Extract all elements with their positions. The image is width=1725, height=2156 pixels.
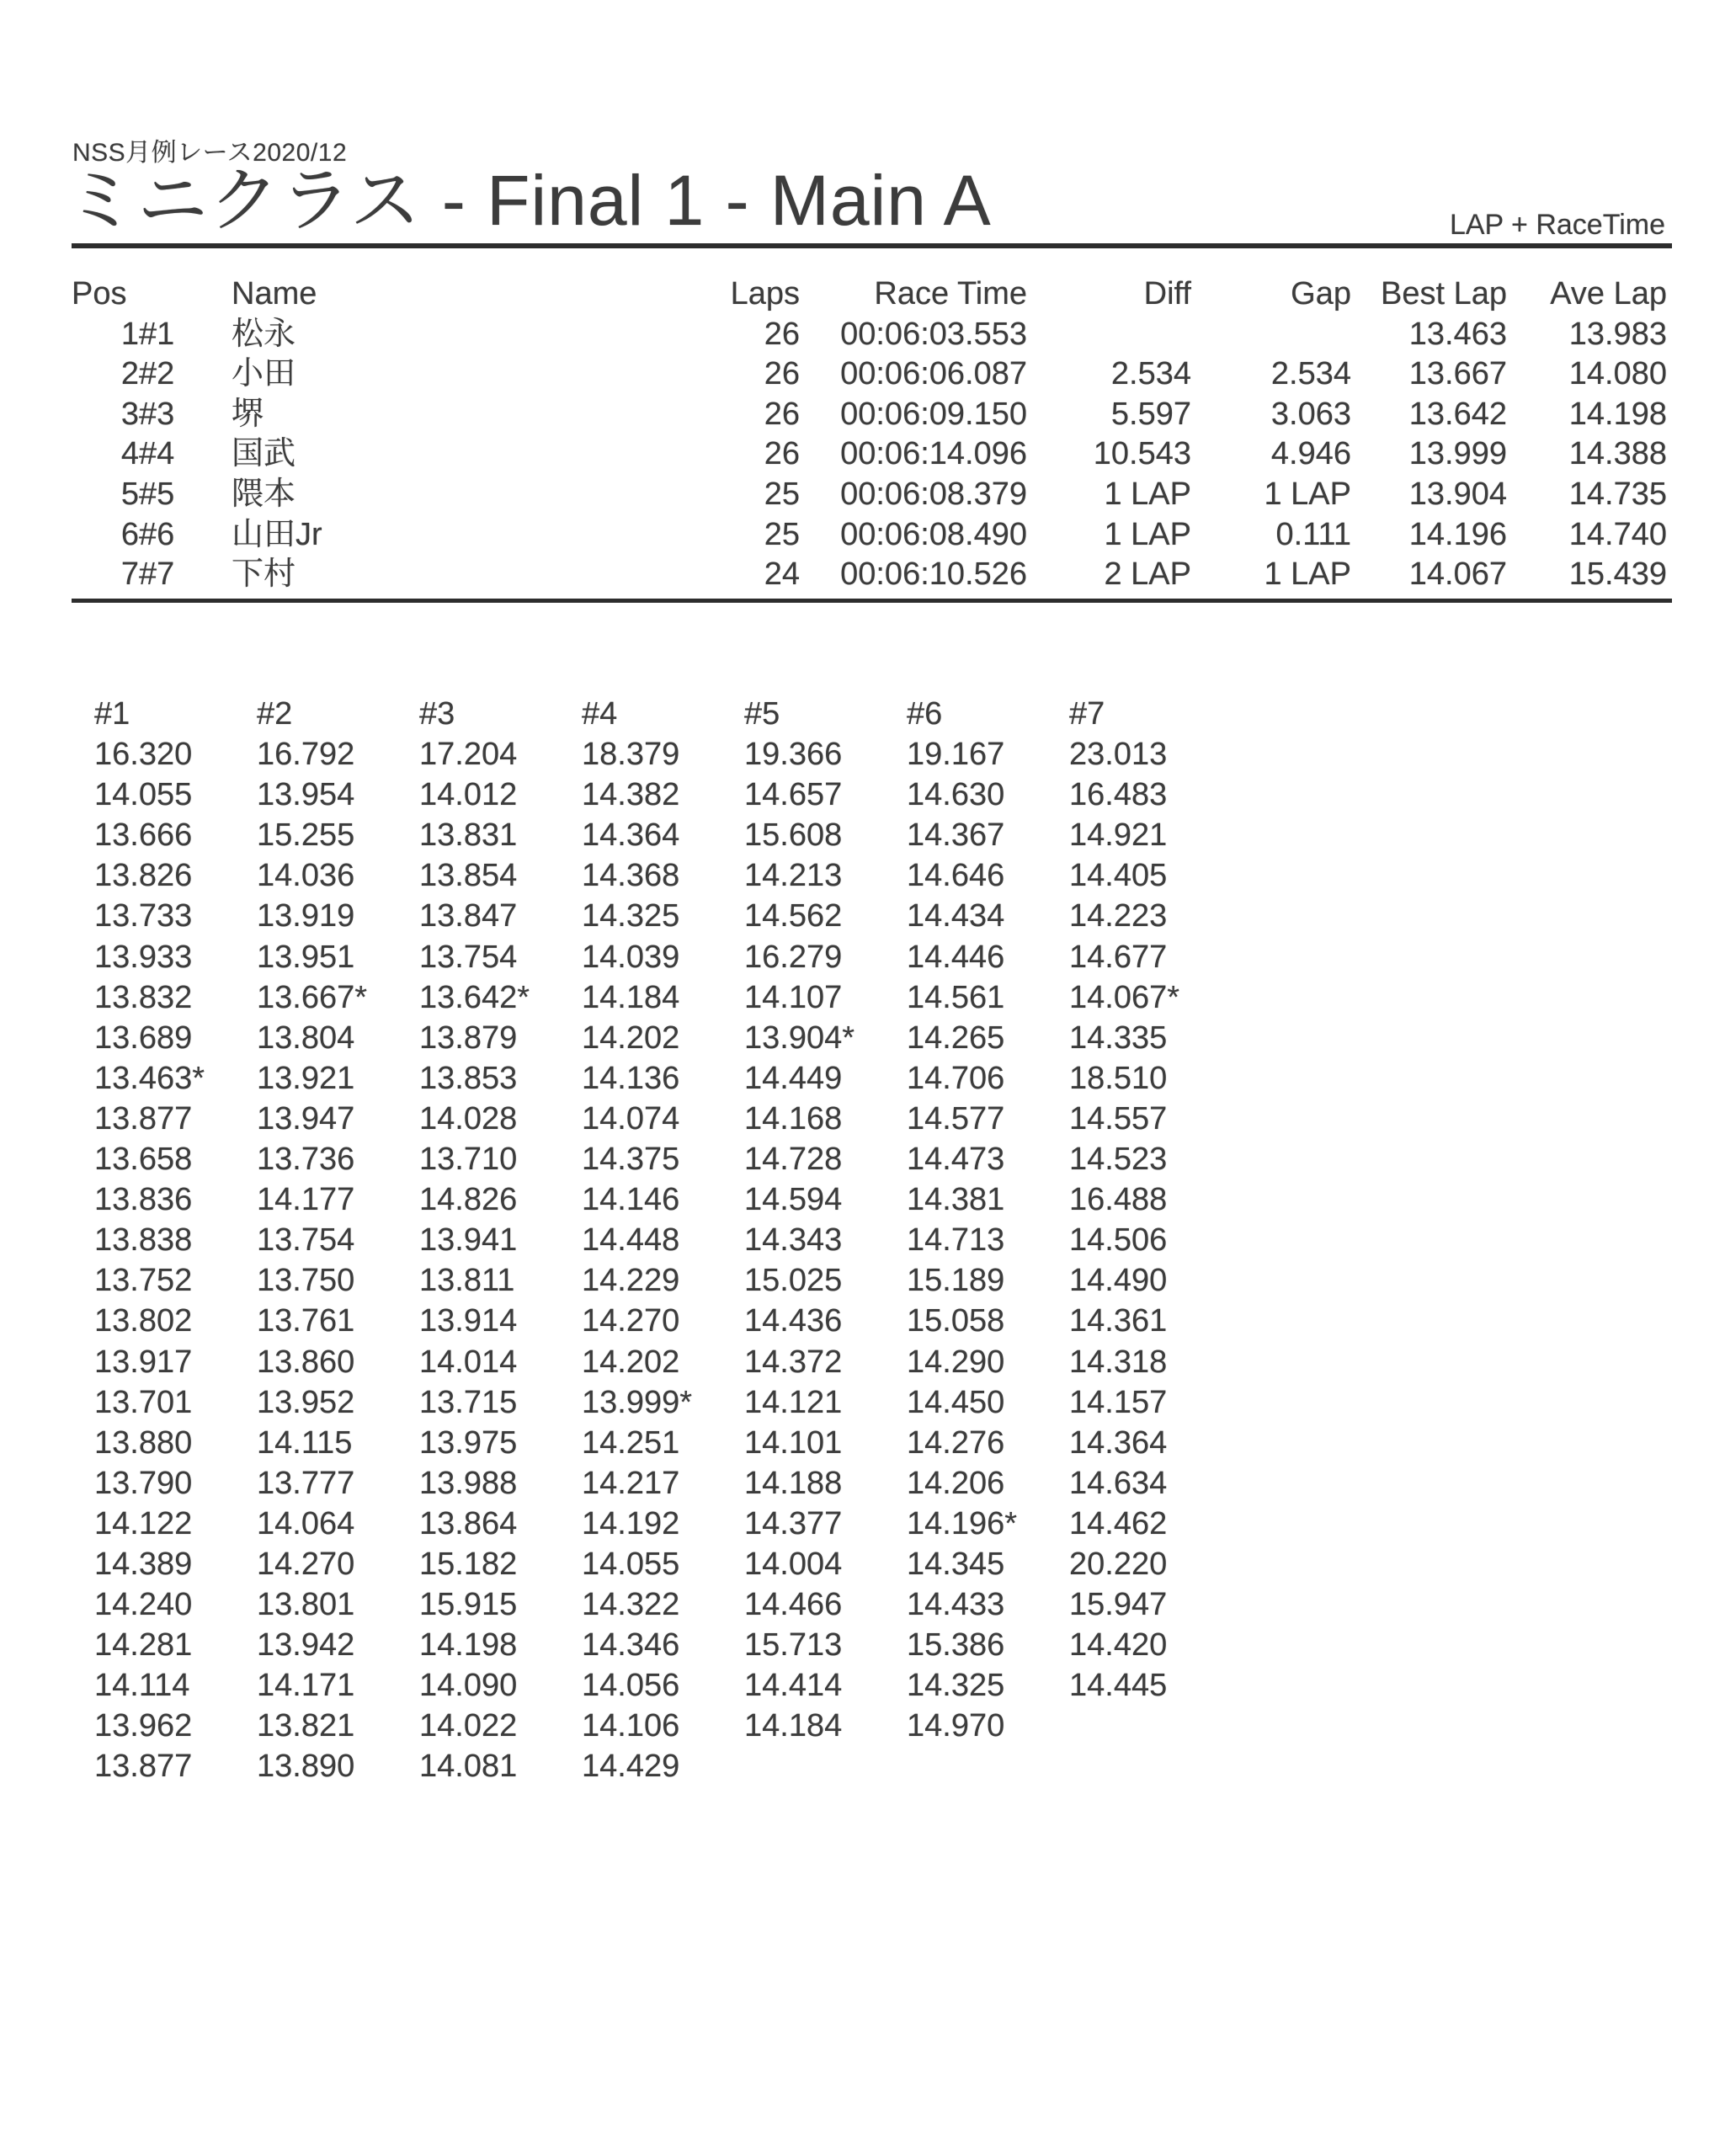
lap-time-cell: 14.202 <box>582 1019 680 1056</box>
lap-time-cell: 14.445 <box>1069 1668 1168 1704</box>
result-cell-pos: 6 <box>120 516 139 552</box>
lap-time-cell: 20.220 <box>1069 1546 1168 1582</box>
lap-column-header: #7 <box>1069 696 1105 732</box>
result-cell-laps: 25 <box>764 476 800 512</box>
lap-time-cell: 16.483 <box>1069 777 1168 813</box>
lap-time-cell: 13.736 <box>257 1142 355 1178</box>
lap-time-cell: 14.466 <box>744 1587 843 1623</box>
lap-time-cell: 14.449 <box>744 1060 843 1096</box>
lap-time-cell: 16.792 <box>257 737 355 773</box>
lap-time-cell: 13.689 <box>94 1019 193 1056</box>
result-cell-ave_lap: 14.388 <box>1568 436 1667 472</box>
lap-time-cell: 14.325 <box>582 898 680 934</box>
result-cell-car: #5 <box>139 476 175 512</box>
result-cell-ave_lap: 13.983 <box>1568 316 1667 352</box>
lap-time-cell: 14.012 <box>419 777 518 813</box>
lap-time-cell: 14.364 <box>1069 1424 1168 1461</box>
lap-column-header: #2 <box>257 696 293 732</box>
result-cell-laps: 26 <box>764 316 800 352</box>
lap-time-cell: 14.372 <box>744 1344 843 1380</box>
lap-time-cell: 15.025 <box>744 1263 843 1299</box>
result-cell-car: #4 <box>139 436 175 472</box>
lap-time-cell: 13.942 <box>257 1627 355 1664</box>
lap-time-cell: 14.446 <box>907 939 1005 975</box>
lap-time-cell: 23.013 <box>1069 737 1168 773</box>
lap-time-cell: 14.240 <box>94 1587 193 1623</box>
lap-time-cell: 13.988 <box>419 1465 518 1501</box>
lap-time-cell: 14.364 <box>582 817 680 854</box>
lap-time-cell: 14.630 <box>907 777 1005 813</box>
column-header-bestlap: Best Lap <box>1381 276 1507 311</box>
lap-time-cell: 13.750 <box>257 1263 355 1299</box>
lap-time-cell: 14.270 <box>582 1303 680 1339</box>
lap-time-cell: 14.114 <box>94 1668 190 1704</box>
lap-time-cell: 14.251 <box>582 1424 680 1461</box>
timing-mode-label: LAP + RaceTime <box>1449 209 1665 241</box>
lap-column-header: #3 <box>419 696 455 732</box>
lap-time-cell: 14.146 <box>582 1182 680 1218</box>
lap-time-cell: 14.184 <box>744 1708 843 1744</box>
lap-time-cell: 13.917 <box>94 1344 193 1380</box>
lap-time-cell: 14.377 <box>744 1505 843 1541</box>
result-cell-name: 堺 <box>232 396 264 432</box>
result-cell-ave_lap: 15.439 <box>1568 556 1667 593</box>
lap-time-cell: 14.335 <box>1069 1019 1168 1056</box>
result-cell-name: 国武 <box>232 436 296 472</box>
lap-time-cell: 14.436 <box>744 1303 843 1339</box>
lap-time-cell: 14.325 <box>907 1668 1005 1704</box>
lap-time-cell: 14.106 <box>582 1708 680 1744</box>
lap-time-cell: 13.877 <box>94 1100 193 1137</box>
lap-time-cell: 13.826 <box>94 858 193 894</box>
result-cell-pos: 1 <box>120 316 139 352</box>
result-cell-diff: 2.534 <box>1110 356 1191 392</box>
lap-time-cell: 14.067* <box>1069 979 1180 1015</box>
lap-time-cell: 13.715 <box>419 1384 518 1420</box>
lap-time-cell: 14.322 <box>582 1587 680 1623</box>
lap-time-cell: 13.733 <box>94 898 193 934</box>
results-header-row <box>72 274 1667 315</box>
result-row <box>72 354 1667 395</box>
results-table <box>72 274 1667 595</box>
result-cell-gap: 0.111 <box>1275 516 1351 552</box>
result-cell-diff: 1 LAP <box>1104 516 1191 552</box>
lap-time-cell: 13.999* <box>582 1384 693 1420</box>
result-cell-name: 小田 <box>232 356 296 392</box>
result-row <box>72 555 1667 595</box>
lap-time-cell: 13.853 <box>419 1060 518 1096</box>
result-cell-gap: 4.946 <box>1270 436 1351 472</box>
lap-time-cell: 13.463* <box>94 1060 205 1096</box>
lap-time-cell: 14.429 <box>582 1749 680 1785</box>
result-cell-gap: 2.534 <box>1270 356 1351 392</box>
lap-time-cell: 14.561 <box>907 979 1005 1015</box>
lap-time-cell: 14.462 <box>1069 1505 1168 1541</box>
lap-time-cell: 14.433 <box>907 1587 1005 1623</box>
lap-time-cell: 14.122 <box>94 1505 193 1541</box>
lap-time-cell: 14.171 <box>257 1668 355 1704</box>
lap-time-cell: 13.658 <box>94 1142 193 1178</box>
result-cell-diff: 2 LAP <box>1104 556 1191 593</box>
lap-time-cell: 14.706 <box>907 1060 1005 1096</box>
lap-time-cell: 14.184 <box>582 979 680 1015</box>
result-cell-ave_lap: 14.198 <box>1568 396 1667 432</box>
lap-time-cell: 14.270 <box>257 1546 355 1582</box>
result-cell-race_time: 00:06:03.553 <box>840 316 1027 352</box>
result-cell-diff: 5.597 <box>1110 396 1191 432</box>
lap-time-cell: 14.368 <box>582 858 680 894</box>
lap-time-cell: 14.473 <box>907 1142 1005 1178</box>
lap-time-cell: 14.229 <box>582 1263 680 1299</box>
lap-time-cell: 13.919 <box>257 898 355 934</box>
lap-time-cell: 14.646 <box>907 858 1005 894</box>
result-cell-race_time: 00:06:08.379 <box>840 476 1027 512</box>
page-title: ミニクラス - Final 1 - Main A <box>66 161 992 240</box>
result-cell-laps: 25 <box>764 516 800 552</box>
result-cell-diff: 10.543 <box>1093 436 1191 472</box>
lap-time-cell: 14.405 <box>1069 858 1168 894</box>
lap-time-cell: 13.864 <box>419 1505 518 1541</box>
lap-time-cell: 18.379 <box>582 737 680 773</box>
lap-time-cell: 14.004 <box>744 1546 843 1582</box>
lap-time-cell: 16.279 <box>744 939 843 975</box>
column-header-pos: Pos <box>72 276 127 311</box>
lap-column-header: #5 <box>744 696 780 732</box>
lap-time-cell: 14.107 <box>744 979 843 1015</box>
column-header-racetime: Race Time <box>874 276 1027 311</box>
lap-time-cell: 13.838 <box>94 1222 193 1259</box>
lap-time-cell: 13.831 <box>419 817 518 854</box>
lap-time-cell: 13.879 <box>419 1019 518 1056</box>
lap-time-cell: 13.804 <box>257 1019 355 1056</box>
lap-time-cell: 14.206 <box>907 1465 1005 1501</box>
lap-time-cell: 14.157 <box>1069 1384 1168 1420</box>
lap-time-cell: 14.490 <box>1069 1263 1168 1299</box>
lap-time-cell: 14.713 <box>907 1222 1005 1259</box>
lap-time-cell: 14.081 <box>419 1749 518 1785</box>
lap-time-cell: 13.832 <box>94 979 193 1015</box>
lap-time-cell: 14.121 <box>744 1384 843 1420</box>
result-row <box>72 434 1667 475</box>
result-cell-gap: 1 LAP <box>1264 556 1351 593</box>
lap-time-cell <box>1069 1706 1232 1746</box>
lap-time-cell: 14.055 <box>582 1546 680 1582</box>
result-cell-car: #3 <box>139 396 175 432</box>
lap-time-cell: 13.880 <box>94 1424 193 1461</box>
lap-time-cell: 14.196* <box>907 1505 1018 1541</box>
lap-times-table <box>94 694 1232 1787</box>
lap-time-cell: 15.608 <box>744 817 843 854</box>
header-divider <box>72 243 1672 248</box>
result-cell-pos: 5 <box>120 476 139 512</box>
lap-time-cell: 14.290 <box>907 1344 1005 1380</box>
result-row <box>72 475 1667 515</box>
lap-time-cell: 14.361 <box>1069 1303 1168 1339</box>
lap-time-cell: 15.947 <box>1069 1587 1168 1623</box>
lap-time-cell: 13.904* <box>744 1019 855 1056</box>
result-cell-laps: 24 <box>764 556 800 593</box>
column-header-gap: Gap <box>1291 276 1351 311</box>
lap-time-cell: 16.320 <box>94 737 193 773</box>
result-row <box>72 315 1667 355</box>
lap-time-cell: 14.577 <box>907 1100 1005 1137</box>
lap-time-cell: 13.947 <box>257 1100 355 1137</box>
lap-time-cell: 14.414 <box>744 1668 843 1704</box>
lap-time-cell: 13.836 <box>94 1182 193 1218</box>
result-cell-best_lap: 13.667 <box>1408 356 1507 392</box>
lap-time-cell: 13.941 <box>419 1222 518 1259</box>
result-cell-laps: 26 <box>764 436 800 472</box>
result-cell-ave_lap: 14.080 <box>1568 356 1667 392</box>
lap-time-cell: 13.642* <box>419 979 530 1015</box>
column-header-car <box>139 274 232 315</box>
lap-time-cell: 14.367 <box>907 817 1005 854</box>
lap-time-cell: 19.167 <box>907 737 1005 773</box>
lap-time-cell: 14.970 <box>907 1708 1005 1744</box>
lap-time-cell: 13.860 <box>257 1344 355 1380</box>
lap-time-cell: 13.801 <box>257 1587 355 1623</box>
column-header-diff: Diff <box>1143 276 1191 311</box>
lap-time-cell: 15.915 <box>419 1587 518 1623</box>
lap-time-cell: 13.667* <box>257 979 368 1015</box>
results-divider <box>72 599 1672 603</box>
result-cell-race_time: 00:06:09.150 <box>840 396 1027 432</box>
lap-time-cell: 13.701 <box>94 1384 193 1420</box>
lap-time-cell: 14.055 <box>94 777 193 813</box>
lap-time-cell: 19.366 <box>744 737 843 773</box>
result-cell-gap <box>1191 315 1351 355</box>
results-table-body <box>72 315 1667 595</box>
lap-time-cell: 14.192 <box>582 1505 680 1541</box>
lap-column-header: #4 <box>582 696 618 732</box>
lap-time-cell: 13.847 <box>419 898 518 934</box>
result-cell-laps: 26 <box>764 356 800 392</box>
lap-time-cell: 14.634 <box>1069 1465 1168 1501</box>
lap-time-cell: 13.914 <box>419 1303 518 1339</box>
lap-time-cell: 13.933 <box>94 939 193 975</box>
lap-time-cell: 14.090 <box>419 1668 518 1704</box>
lap-time-cell: 14.198 <box>419 1627 518 1664</box>
result-cell-name: 山田Jr <box>232 516 322 552</box>
lap-time-cell: 14.434 <box>907 898 1005 934</box>
lap-time-cell: 14.420 <box>1069 1627 1168 1664</box>
lap-time-cell: 14.594 <box>744 1182 843 1218</box>
lap-time-cell: 15.182 <box>419 1546 518 1582</box>
column-header-laps: Laps <box>730 276 800 311</box>
lap-time-cell: 14.188 <box>744 1465 843 1501</box>
result-cell-diff <box>1027 315 1191 355</box>
lap-time-cell: 13.952 <box>257 1384 355 1420</box>
lap-time-cell: 14.202 <box>582 1344 680 1380</box>
lap-time-cell: 14.115 <box>257 1424 353 1461</box>
lap-time-cell: 14.064 <box>257 1505 355 1541</box>
result-cell-car: #6 <box>139 516 175 552</box>
lap-time-cell: 14.382 <box>582 777 680 813</box>
lap-time-cell: 15.058 <box>907 1303 1005 1339</box>
lap-time-cell: 14.136 <box>582 1060 680 1096</box>
lap-time-cell <box>907 1746 1069 1786</box>
lap-time-cell: 14.381 <box>907 1182 1005 1218</box>
lap-time-cell: 14.168 <box>744 1100 843 1137</box>
lap-time-cell: 13.975 <box>419 1424 518 1461</box>
result-cell-best_lap: 13.999 <box>1408 436 1507 472</box>
lap-time-cell: 13.811 <box>419 1263 515 1299</box>
lap-time-cell: 13.777 <box>257 1465 355 1501</box>
lap-time-cell: 13.666 <box>94 817 193 854</box>
lap-time-cell: 14.389 <box>94 1546 193 1582</box>
lap-time-cell: 14.281 <box>94 1627 193 1664</box>
result-cell-ave_lap: 14.735 <box>1568 476 1667 512</box>
lap-time-cell: 14.056 <box>582 1668 680 1704</box>
result-cell-race_time: 00:06:08.490 <box>840 516 1027 552</box>
result-cell-pos: 3 <box>120 396 139 432</box>
result-cell-name: 隈本 <box>232 476 296 512</box>
lap-time-cell: 13.761 <box>257 1303 355 1339</box>
lap-time-cell: 15.189 <box>907 1263 1005 1299</box>
lap-time-cell: 13.921 <box>257 1060 355 1096</box>
result-cell-laps: 26 <box>764 396 800 432</box>
lap-time-cell <box>1069 1746 1232 1786</box>
lap-time-cell: 14.022 <box>419 1708 518 1744</box>
lap-time-cell: 14.657 <box>744 777 843 813</box>
lap-time-cell: 14.014 <box>419 1344 518 1380</box>
result-cell-pos: 2 <box>120 356 139 392</box>
result-cell-best_lap: 13.642 <box>1408 396 1507 432</box>
column-header-avelap: Ave Lap <box>1550 276 1667 311</box>
lap-column-header: #1 <box>94 696 130 732</box>
lap-time-cell: 13.754 <box>257 1222 355 1259</box>
lap-time-cell: 14.523 <box>1069 1142 1168 1178</box>
result-cell-gap: 1 LAP <box>1264 476 1351 512</box>
lap-time-cell: 14.318 <box>1069 1344 1168 1380</box>
lap-time-cell: 15.386 <box>907 1627 1005 1664</box>
result-cell-car: #2 <box>139 356 175 392</box>
lap-time-cell: 13.877 <box>94 1749 193 1785</box>
lap-time-cell: 14.375 <box>582 1142 680 1178</box>
lap-time-cell: 14.343 <box>744 1222 843 1259</box>
lap-time-cell: 13.710 <box>419 1142 518 1178</box>
lap-time-cell: 14.101 <box>744 1424 843 1461</box>
lap-time-cell: 14.177 <box>257 1182 355 1218</box>
result-cell-name: 松永 <box>232 316 296 352</box>
lap-time-cell: 14.265 <box>907 1019 1005 1056</box>
result-row <box>72 515 1667 556</box>
lap-time-cell: 14.345 <box>907 1546 1005 1582</box>
lap-time-cell: 13.802 <box>94 1303 193 1339</box>
result-cell-race_time: 00:06:14.096 <box>840 436 1027 472</box>
result-cell-best_lap: 14.196 <box>1408 516 1507 552</box>
lap-time-cell: 14.036 <box>257 858 355 894</box>
lap-time-cell: 15.255 <box>257 817 355 854</box>
result-cell-race_time: 00:06:06.087 <box>840 356 1027 392</box>
result-cell-car: #1 <box>139 316 175 352</box>
lap-time-cell: 14.557 <box>1069 1100 1168 1137</box>
lap-time-cell: 17.204 <box>419 737 518 773</box>
lap-time-cell: 13.890 <box>257 1749 355 1785</box>
lap-time-cell: 14.921 <box>1069 817 1168 854</box>
lap-time-cell: 14.562 <box>744 898 843 934</box>
lap-time-cell: 14.217 <box>582 1465 680 1501</box>
result-cell-best_lap: 13.904 <box>1408 476 1507 512</box>
lap-time-cell: 13.821 <box>257 1708 355 1744</box>
result-cell-pos: 7 <box>120 556 139 593</box>
lap-time-cell: 13.752 <box>94 1263 193 1299</box>
lap-time-cell: 14.039 <box>582 939 680 975</box>
lap-time-cell: 14.223 <box>1069 898 1168 934</box>
lap-time-cell: 14.213 <box>744 858 843 894</box>
lap-time-cell: 18.510 <box>1069 1060 1168 1096</box>
result-cell-pos: 4 <box>120 436 139 472</box>
result-cell-race_time: 00:06:10.526 <box>840 556 1027 593</box>
lap-time-cell: 14.074 <box>582 1100 680 1137</box>
lap-time-cell: 13.954 <box>257 777 355 813</box>
lap-time-cell: 13.790 <box>94 1465 193 1501</box>
lap-time-cell: 14.506 <box>1069 1222 1168 1259</box>
lap-time-cell: 14.346 <box>582 1627 680 1664</box>
lap-time-cell: 14.028 <box>419 1100 518 1137</box>
result-row <box>72 395 1667 435</box>
result-cell-best_lap: 13.463 <box>1408 316 1507 352</box>
result-cell-ave_lap: 14.740 <box>1568 516 1667 552</box>
result-cell-best_lap: 14.067 <box>1408 556 1507 593</box>
event-title: NSS月例レース2020/12 <box>72 139 348 167</box>
result-cell-diff: 1 LAP <box>1104 476 1191 512</box>
column-header-name: Name <box>232 276 317 311</box>
lap-time-cell: 14.728 <box>744 1142 843 1178</box>
lap-time-cell: 13.754 <box>419 939 518 975</box>
lap-time-cell <box>744 1746 907 1786</box>
lap-time-cell: 15.713 <box>744 1627 843 1664</box>
lap-time-cell: 14.276 <box>907 1424 1005 1461</box>
lap-time-cell: 14.826 <box>419 1182 518 1218</box>
lap-time-cell: 16.488 <box>1069 1182 1168 1218</box>
lap-time-cell: 14.677 <box>1069 939 1168 975</box>
result-cell-car: #7 <box>139 556 175 593</box>
result-cell-gap: 3.063 <box>1270 396 1351 432</box>
lap-time-cell: 13.962 <box>94 1708 193 1744</box>
result-cell-name: 下村 <box>232 556 296 593</box>
lap-time-cell: 14.450 <box>907 1384 1005 1420</box>
lap-column-header: #6 <box>907 696 943 732</box>
lap-time-cell: 13.951 <box>257 939 355 975</box>
lap-time-cell: 14.448 <box>582 1222 680 1259</box>
lap-time-cell: 13.854 <box>419 858 518 894</box>
